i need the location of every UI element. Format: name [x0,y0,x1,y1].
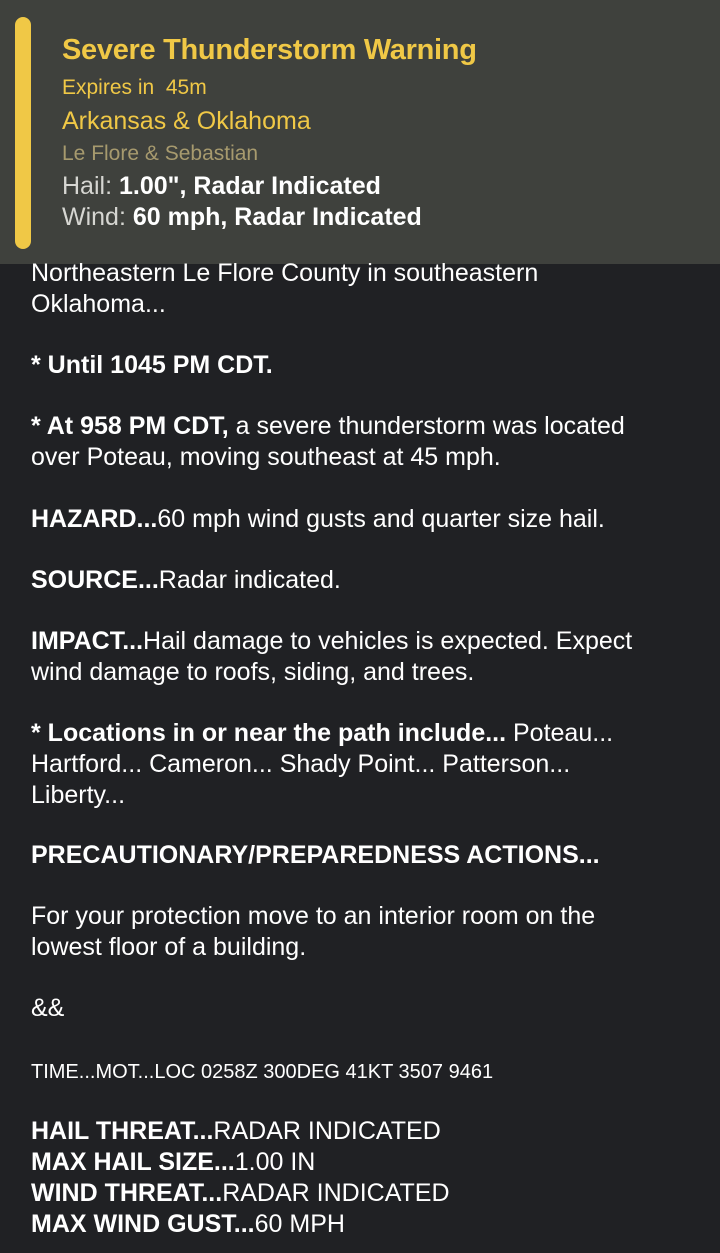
area-line-1: Northeastern Le Flore County in southeastern [31,259,539,287]
protection-line-1: For your protection move to an interior room on the [31,902,596,930]
locations-label: * Locations in or near the path include... [31,719,507,747]
hazard-text: 60 mph wind gusts and quarter size hail. [157,505,605,533]
alert-expires: Expires in 45m [62,76,207,99]
alert-counties: Le Flore & Sebastian [62,142,259,165]
alert-severity-bar [15,17,31,249]
locations-line-1 [31,718,701,749]
source-text: Radar indicated. [158,566,341,594]
hail-threat-label: HAIL THREAT... [31,1117,214,1145]
max-wind-line [31,1209,701,1240]
max-wind-value: 60 MPH [254,1210,345,1238]
area-paragraph [31,258,701,320]
max-hail-line [31,1147,701,1178]
storm-location-text: a severe thunderstorm was located [228,412,625,440]
hail-value: 1.00", Radar Indicated [118,172,381,200]
hail-threat-line [31,1116,701,1147]
impact-label: IMPACT... [31,627,144,655]
time-mot-loc: TIME...MOT...LOC 0258Z 300DEG 41KT 3507 9461 [31,1061,494,1083]
wind-threat-value: RADAR INDICATED [222,1179,450,1207]
max-wind-label: MAX WIND GUST... [31,1210,255,1238]
ampersand-separator: && [31,994,65,1022]
alert-states: Arkansas & Oklahoma [62,107,311,135]
locations-line-2: Hartford... Cameron... Shady Point... Patterson... [31,750,571,778]
storm-location-line-2: over Poteau, moving southeast at 45 mph. [31,443,501,471]
source-line [31,565,701,596]
alert-header[interactable] [0,0,720,264]
precaution-heading: PRECAUTIONARY/PREPAREDNESS ACTIONS... [31,841,600,869]
storm-time: * At 958 PM CDT, [31,412,229,440]
impact-text: Hail damage to vehicles is expected. Expect [143,627,633,655]
impact-line-2: wind damage to roofs, siding, and trees. [31,658,475,686]
hail-threat-value: RADAR INDICATED [213,1117,441,1145]
hazard-label: HAZARD... [31,505,158,533]
locations-text: Poteau... [506,719,614,747]
threat-summary [31,1116,701,1240]
wind-threat-label: WIND THREAT... [31,1179,223,1207]
storm-location-paragraph [31,411,701,473]
locations-paragraph [31,718,701,811]
alert-title: Severe Thunderstorm Warning [62,34,477,66]
protection-paragraph [31,901,701,963]
impact-paragraph [31,626,701,688]
hail-label: Hail: [62,172,113,200]
locations-line-3: Liberty... [31,781,126,809]
max-hail-value: 1.00 IN [234,1148,316,1176]
storm-location-line-1 [31,411,701,442]
wind-threat-line [31,1178,701,1209]
impact-line-1 [31,626,701,657]
max-hail-label: MAX HAIL SIZE... [31,1148,235,1176]
hazard-line [31,504,701,535]
wind-value: 60 mph, Radar Indicated [132,203,422,231]
area-line-2: Oklahoma... [31,290,166,318]
alert-wind-line [62,203,422,232]
protection-line-2: lowest floor of a building. [31,933,307,961]
wind-label: Wind: [62,203,126,231]
until-line: * Until 1045 PM CDT. [31,351,273,379]
alert-hail-line [62,172,381,201]
source-label: SOURCE... [31,566,159,594]
